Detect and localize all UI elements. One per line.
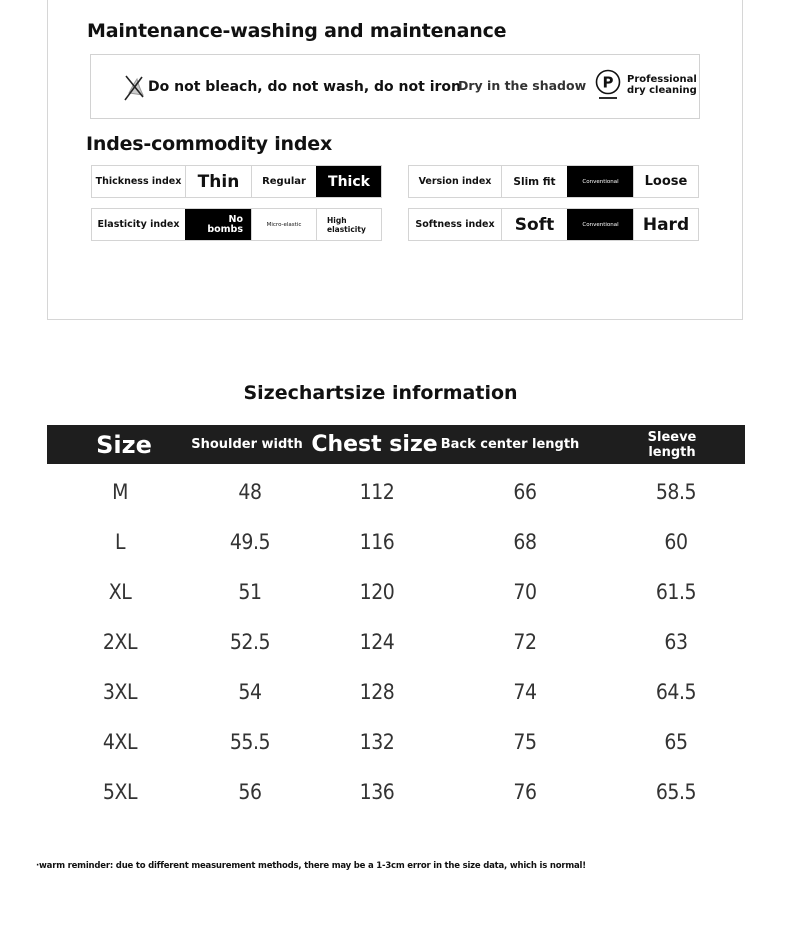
care-item-no-wash [123, 73, 461, 101]
index-option-micro-elastic: Micro-elastic [251, 209, 316, 240]
column-header-back-center-length: Back center length [440, 437, 580, 452]
cell-size: XL [108, 580, 132, 604]
index-option-high-elasticity [316, 209, 381, 240]
cell-chest-size: 116 [359, 530, 395, 554]
cell-size: 5XL [102, 780, 138, 804]
cell-back-center-length: 68 [513, 530, 537, 554]
index-label: Thickness index [95, 176, 182, 187]
cell-size: M [112, 480, 128, 504]
svg-text:P: P [602, 73, 614, 92]
no-bleach-wash-iron-icon [123, 73, 147, 101]
size-row [47, 767, 745, 817]
cell-size: 4XL [102, 730, 138, 754]
index-option-regular: Regular [251, 166, 316, 197]
index-option-thick-selected: Thick [316, 166, 381, 197]
cell-size: 2XL [102, 630, 138, 654]
index-label: Version index [418, 176, 492, 187]
professional-dry-clean-icon [594, 69, 622, 101]
cell-back-center-length: 75 [513, 730, 537, 754]
cell-shoulder-width: 51 [238, 580, 262, 604]
index-row-elasticity [91, 208, 382, 241]
index-option-soft: Soft [501, 209, 567, 240]
cell-sleeve-length: 65 [664, 730, 688, 754]
cell-shoulder-width: 52.5 [229, 630, 271, 654]
no-bombs-text: No bombs [207, 213, 243, 235]
index-row-softness [408, 208, 699, 241]
cell-size: L [114, 530, 126, 554]
cell-chest-size: 128 [359, 680, 395, 704]
column-header-size: Size [96, 430, 152, 459]
index-option-hard: Hard [633, 209, 698, 240]
cell-back-center-length: 74 [513, 680, 537, 704]
care-item-shade-dry [458, 78, 586, 93]
cell-size: 3XL [102, 680, 138, 704]
cell-shoulder-width: 55.5 [229, 730, 271, 754]
size-row [47, 517, 745, 567]
care-text-shade-dry: Dry in the shadow [458, 78, 587, 93]
index-row-thickness [91, 165, 382, 198]
size-chart-title: Sizechartsize information [243, 382, 518, 404]
care-index-card [47, 0, 743, 320]
index-label: Elasticity index [97, 219, 180, 230]
cell-sleeve-length: 61.5 [655, 580, 697, 604]
cell-sleeve-length: 60 [664, 530, 688, 554]
cell-sleeve-length: 64.5 [655, 680, 697, 704]
size-row [47, 467, 745, 517]
commodity-index-title: Indes-commodity index [86, 133, 333, 155]
index-label: Softness index [415, 219, 495, 230]
dry-clean-line1: Professional [627, 74, 697, 85]
cell-chest-size: 112 [359, 480, 395, 504]
size-row [47, 567, 745, 617]
cell-back-center-length: 70 [513, 580, 537, 604]
cell-shoulder-width: 54 [238, 680, 262, 704]
cell-back-center-length: 76 [513, 780, 537, 804]
index-option-slim-fit: Slim fit [501, 166, 567, 197]
cell-shoulder-width: 49.5 [229, 530, 271, 554]
cell-sleeve-length: 63 [664, 630, 688, 654]
size-row [47, 667, 745, 717]
index-option-thin: Thin [185, 166, 251, 197]
cell-chest-size: 124 [359, 630, 395, 654]
column-header-shoulder-width: Shoulder width [191, 437, 303, 452]
cell-shoulder-width: 48 [238, 480, 262, 504]
cell-chest-size: 132 [359, 730, 395, 754]
high-elasticity-text: High elasticity [327, 215, 366, 234]
cell-chest-size: 120 [359, 580, 395, 604]
dry-clean-line2: dry cleaning [627, 85, 697, 96]
column-header-sleeve-length: Sleeve length [647, 429, 697, 460]
care-item-dry-clean [594, 69, 697, 101]
cell-back-center-length: 66 [513, 480, 537, 504]
care-text-dry-clean [627, 74, 697, 96]
warm-reminder-note: ·warm reminder: due to different measurement methods, there may be a 1-3cm error in the size data, which is normal! [36, 861, 586, 871]
index-option-conventional-selected: Conventional [567, 209, 633, 240]
index-option-no-bombs-selected [185, 209, 251, 240]
cell-chest-size: 136 [359, 780, 395, 804]
index-row-version [408, 165, 699, 198]
column-header-chest-size: Chest size [311, 432, 438, 457]
care-text-no-wash: Do not bleach, do not wash, do not iron [148, 79, 461, 95]
cell-shoulder-width: 56 [238, 780, 262, 804]
cell-sleeve-length: 58.5 [655, 480, 697, 504]
maintenance-title: Maintenance-washing and maintenance [87, 20, 507, 42]
index-option-loose: Loose [633, 166, 698, 197]
size-row [47, 717, 745, 767]
index-option-conventional-selected: Conventional [567, 166, 633, 197]
size-chart-header [47, 425, 745, 464]
cell-sleeve-length: 65.5 [655, 780, 697, 804]
size-row [47, 617, 745, 667]
care-instructions-box [90, 54, 700, 119]
cell-back-center-length: 72 [513, 630, 537, 654]
